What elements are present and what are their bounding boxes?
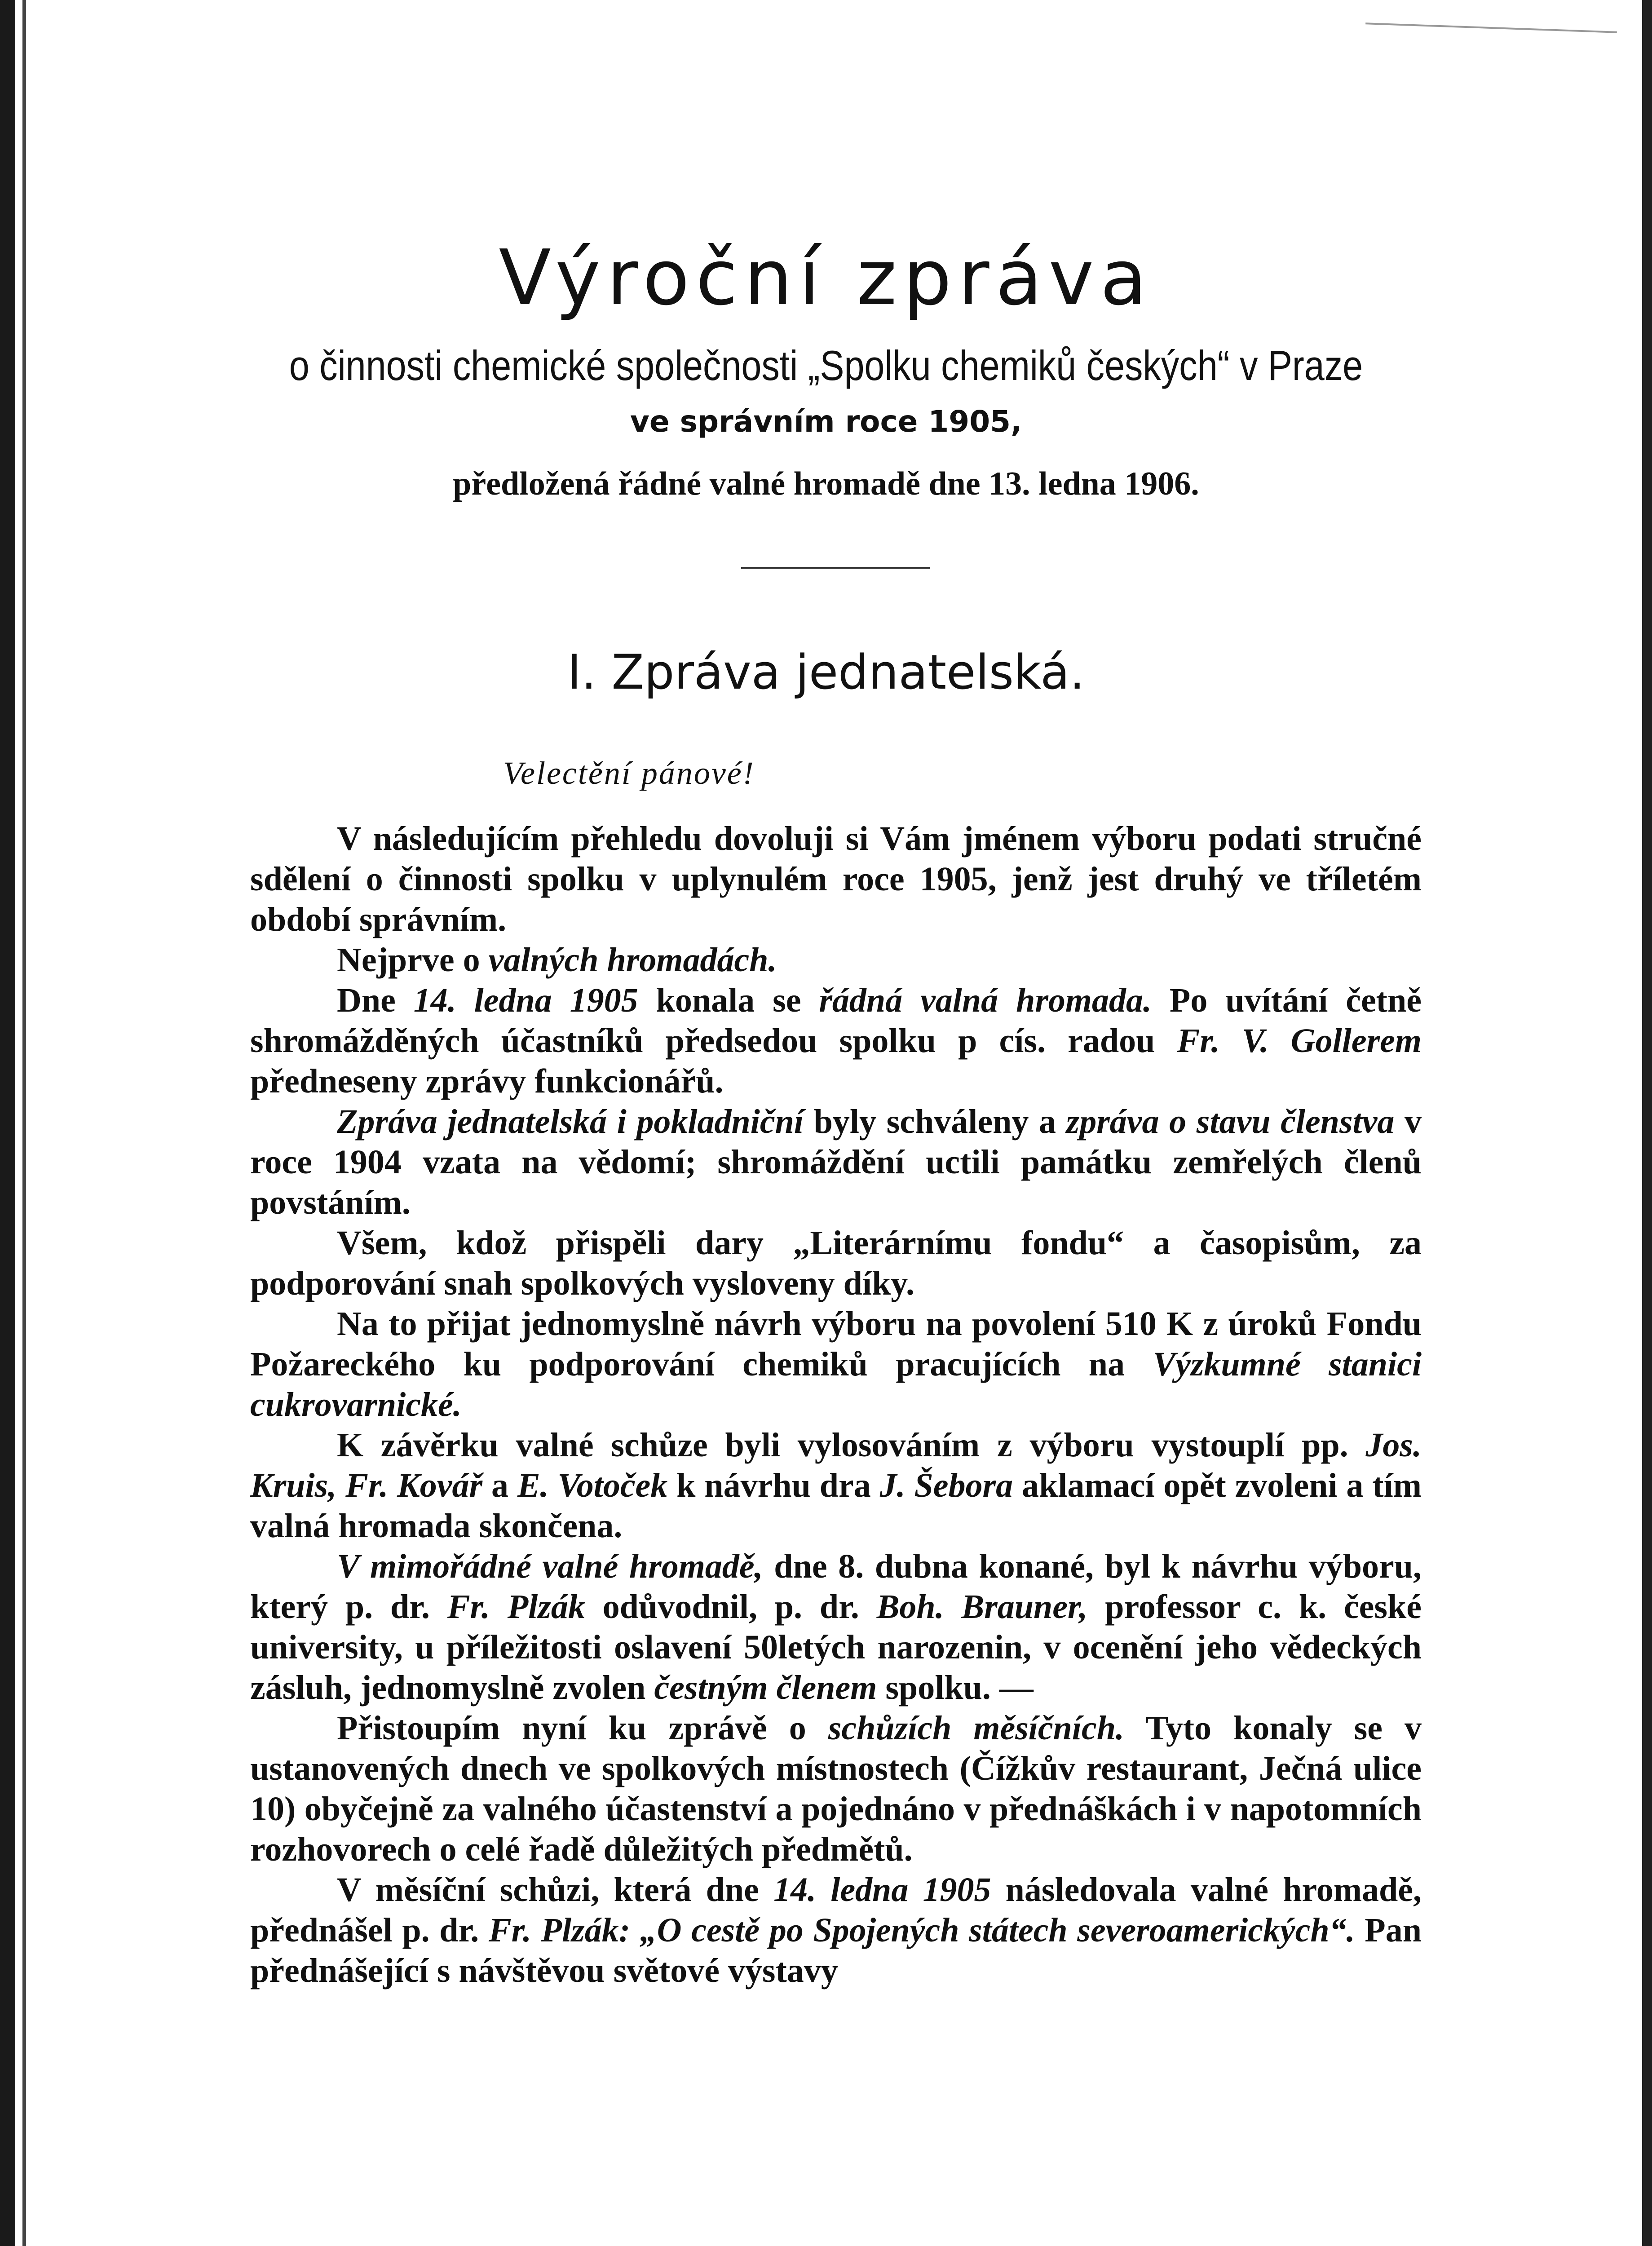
paragraph-text: odůvodnil, p. dr. [585, 1588, 877, 1626]
paragraph-text: Nejprve o [337, 941, 489, 979]
paragraph-text [336, 1467, 345, 1504]
paragraph-text: spolku. — [877, 1669, 1034, 1707]
paragraph [250, 1223, 1422, 1304]
paragraph-text: Pan přednášející s návštěvou světové výstavy [250, 1911, 1422, 1990]
paragraph-text: K závěrku valné schůze byli vylosováním z výboru vystouplí pp. [337, 1426, 1366, 1464]
year-line: ve správním roce 1905, [630, 404, 1022, 439]
person-name: Jos. Kruis, [250, 1426, 1422, 1504]
paragraph-text: aklamací opět zvoleni a tím valná hromada skončena. [250, 1467, 1422, 1545]
paragraph [250, 1708, 1422, 1870]
paragraph-text: Přistoupím nyní ku zprávě o [337, 1709, 828, 1747]
emphasis: zpráva o stavu členstva [1066, 1103, 1395, 1141]
paragraph-text: následovala valné hromadě, přednášel p. dr. [250, 1871, 1422, 1949]
paragraph [250, 818, 1422, 940]
emphasis: Výzkumné stanici cukrovarnické. [250, 1345, 1422, 1424]
scan-artifact [1365, 22, 1617, 33]
emphasis: 14. ledna 1905 [773, 1871, 991, 1909]
title-divider [741, 567, 930, 569]
paragraph-text: Tyto konaly se v ustanovených dnech ve spolkových místnostech (Čížkův restaurant, Ječná ulice 10) obyčejně za valného účastenství a pojednáno v přednáškách i v napotomních rozhovorech o celé řadě důležitých předmětů. [250, 1709, 1422, 1868]
emphasis: valných hromadách. [488, 941, 777, 979]
paragraph-text: Všem, kdož přispěli dary „Literárnímu fondu“ a časopisům, za podporování snah spolkových vysloveny díky. [250, 1224, 1422, 1302]
paragraph [250, 1425, 1422, 1546]
paragraph-text: a [482, 1467, 517, 1504]
emphasis: schůzích měsíčních. [828, 1709, 1125, 1747]
emphasis: čestným členem [654, 1669, 877, 1707]
paragraph-text: Dne [337, 982, 414, 1019]
document-title: Výroční zpráva [499, 234, 1153, 323]
paragraph [250, 1546, 1422, 1708]
emphasis: řádná valná hromada. [819, 982, 1152, 1019]
person-name: J. Šebora [879, 1467, 1013, 1504]
scan-right-edge [1642, 0, 1652, 2246]
emphasis: V mimořádné valné hromadě, [337, 1547, 763, 1585]
paragraph-text: předneseny zprávy funkcionářů. [250, 1062, 724, 1100]
paragraph [250, 1870, 1422, 1991]
paragraph-text: Po uvítání četně shromážděných účastníků předsedou spolku p cís. radou [250, 982, 1422, 1060]
salutation: Velectění pánové! [503, 755, 755, 791]
report-body [250, 818, 1422, 1991]
paragraph-text: konala se [638, 982, 819, 1019]
paragraph-text: k návrhu dra [667, 1467, 880, 1504]
paragraph-text: V měsíční schůzi, která dne [337, 1871, 774, 1909]
paragraph-text: dne 8. dubna konané, byl k návrhu výboru, který p. dr. [250, 1547, 1422, 1626]
person-name: Boh. Brauner, [876, 1588, 1088, 1626]
person-name: Fr. Kovář [345, 1467, 483, 1504]
emphasis: Zpráva jednatelská i pokladniční [337, 1103, 804, 1141]
section-heading: I. Zpráva jednatelská. [567, 645, 1085, 700]
paragraph-text: byly schváleny a [804, 1103, 1066, 1141]
person-name: Fr. Plzák: [488, 1911, 631, 1949]
paragraph [250, 1304, 1422, 1425]
paragraph-text: V následujícím přehledu dovoluji si Vám jménem výboru podati stručné sdělení o činnosti spolku v uplynulém roce 1905, jenž jest druhý ve tříletém období správním. [250, 820, 1422, 938]
paragraph [250, 980, 1422, 1101]
person-name: Fr. V. Gollerem [1177, 1022, 1422, 1060]
paragraph-text: Na to přijat jednomyslně návrh výboru na povolení 510 K z úroků Fondu Požareckého ku podporování chemiků pracujících na [250, 1305, 1422, 1383]
person-name: E. Votoček [517, 1467, 668, 1504]
paragraph-text: v roce 1904 vzata na vědomí; shromáždění uctili památku zemřelých členů povstáním. [250, 1103, 1422, 1221]
scan-left-edge-inner [22, 0, 26, 2246]
paragraph [250, 940, 1422, 980]
emphasis: 14. ledna 1905 [413, 982, 638, 1019]
paragraph-text: professor c. k. české university, u příležitosti oslavení 50letých narozenin, v ocenění jeho vědeckých zásluh, jednomyslně zvolen [250, 1588, 1422, 1707]
presented-line: předložená řádné valné hromadě dne 13. ledna 1906. [453, 465, 1199, 502]
scan-left-edge [0, 0, 15, 2246]
document-subtitle: o činnosti chemické společnosti „Spolku chemiků českých“ v Praze [289, 342, 1363, 389]
lecture-title: „O cestě po Spojených státech severoamerických“. [630, 1911, 1355, 1949]
person-name: Fr. Plzák [447, 1588, 585, 1626]
paragraph [250, 1101, 1422, 1223]
